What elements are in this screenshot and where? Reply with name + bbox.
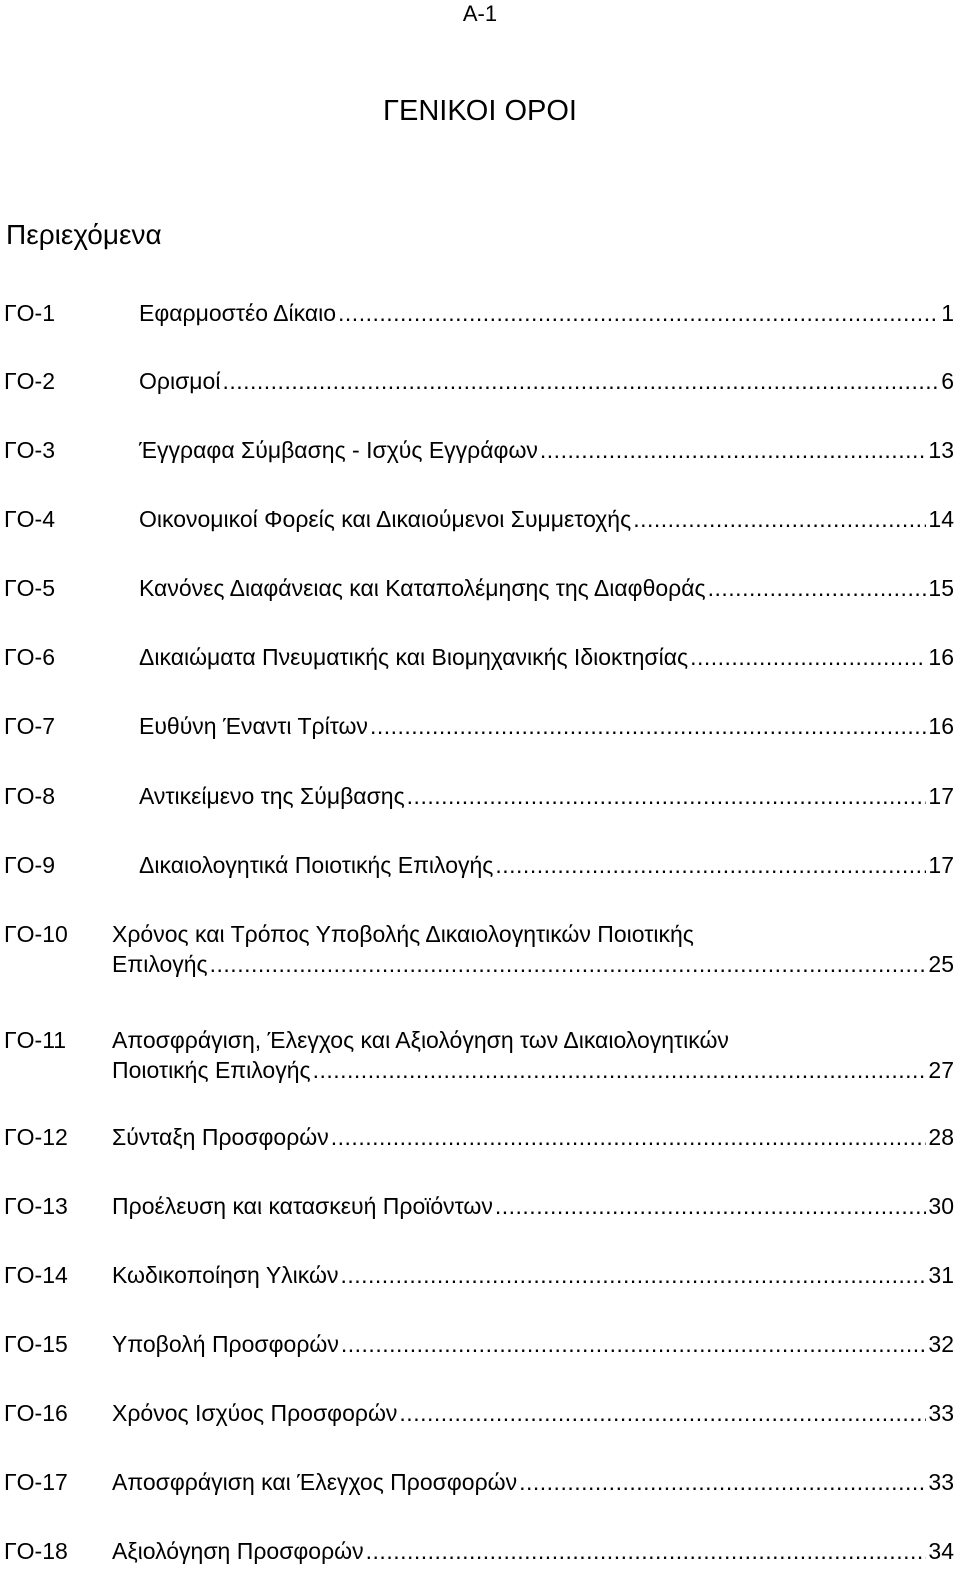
toc-entry-number: ΓΟ-6 <box>4 644 56 670</box>
toc-leader-dots <box>338 298 939 328</box>
toc-entry-title: Οικονομικοί Φορείς και Δικαιούμενοι Συμμετοχής <box>139 506 632 532</box>
toc-entry-page: 17 <box>928 852 954 878</box>
toc-leader-dots <box>331 1122 927 1152</box>
toc-leader-dots <box>370 711 926 741</box>
toc-entry-page: 1 <box>941 300 954 326</box>
toc-entry-page: 14 <box>928 506 954 532</box>
toc-entry-page: 13 <box>928 437 954 463</box>
toc-entry-page: 25 <box>928 951 954 977</box>
page-label: Α-1 <box>462 1 498 26</box>
toc-leader-dots <box>313 1055 927 1085</box>
toc-entry-title: Δικαιολογητικά Ποιοτικής Επιλογής <box>139 852 494 878</box>
toc-leader-dots <box>633 504 926 534</box>
toc-leader-dots <box>399 1398 926 1428</box>
toc-entry-title: Ορισμοί <box>139 368 221 394</box>
toc-entry-title: Κανόνες Διαφάνειας και Καταπολέμησης της Διαφθοράς <box>139 575 706 601</box>
toc-entry-page: 16 <box>928 644 954 670</box>
toc-entry-title: Προέλευση και κατασκευή Προϊόντων <box>112 1193 493 1219</box>
toc-entry-title: Δικαιώματα Πνευματικής και Βιομηχανικής Ιδιοκτησίας <box>139 644 689 670</box>
toc-entry-number: ΓΟ-12 <box>4 1124 68 1150</box>
toc-entry-number: ΓΟ-11 <box>4 1027 67 1053</box>
toc-entry-number: ΓΟ-17 <box>4 1469 68 1495</box>
toc-leader-dots <box>210 949 927 979</box>
toc-entry-title: Ευθύνη Έναντι Τρίτων <box>139 713 368 739</box>
toc-entry-title-line: Αποσφράγιση, Έλεγχος και Αξιολόγηση των Δικαιολογητικών <box>112 1027 729 1053</box>
toc-entry-title: Ποιοτικής Επιλογής <box>112 1057 311 1083</box>
toc-entry-number: ΓΟ-15 <box>4 1331 68 1357</box>
toc-entry-number: ΓΟ-1 <box>4 300 56 326</box>
toc-entry-title: Χρόνος Ισχύος Προσφορών <box>112 1400 398 1426</box>
toc-leader-dots <box>366 1536 927 1566</box>
toc-entry-page: 28 <box>928 1124 954 1150</box>
toc-leader-dots <box>495 1191 927 1221</box>
toc-entry-page: 6 <box>941 368 954 394</box>
toc-entry-title-line: Χρόνος και Τρόπος Υποβολής Δικαιολογητικών Ποιοτικής <box>112 921 694 947</box>
toc-entry-page: 34 <box>928 1538 954 1564</box>
toc-entry-number: ΓΟ-16 <box>4 1400 68 1426</box>
toc-entry-number: ΓΟ-18 <box>4 1538 68 1564</box>
toc-entry-number: ΓΟ-2 <box>4 368 56 394</box>
contents-heading: Περιεχόμενα <box>6 219 162 250</box>
toc-entry-title: Επιλογής <box>112 951 208 977</box>
toc-entry-number: ΓΟ-7 <box>4 713 56 739</box>
toc-leader-dots <box>690 642 926 672</box>
toc-entry-title: Αποσφράγιση και Έλεγχος Προσφορών <box>112 1469 518 1495</box>
toc-entry-page: 33 <box>928 1400 954 1426</box>
toc-entry-number: ΓΟ-13 <box>4 1193 68 1219</box>
toc-entry-title: Αξιολόγηση Προσφορών <box>112 1538 364 1564</box>
toc-entry-number: ΓΟ-9 <box>4 852 56 878</box>
toc-entry-number: ΓΟ-5 <box>4 575 56 601</box>
toc-entry-title: Εφαρμοστέο Δίκαιο <box>139 300 337 326</box>
toc-entry-title: Σύνταξη Προσφορών <box>112 1124 329 1150</box>
toc-leader-dots <box>340 1260 926 1290</box>
toc-entry-title: Κωδικοποίηση Υλικών <box>112 1262 339 1288</box>
toc-leader-dots <box>341 1329 927 1359</box>
toc-entry-title: Έγγραφα Σύμβασης - Ισχύς Εγγράφων <box>139 437 538 463</box>
toc-leader-dots <box>407 781 927 811</box>
toc-entry-page: 15 <box>928 575 954 601</box>
toc-leader-dots <box>519 1467 926 1497</box>
toc-entry-title: Υποβολή Προσφορών <box>112 1331 339 1357</box>
toc-entry-number: ΓΟ-8 <box>4 783 56 809</box>
toc-entry-number: ΓΟ-10 <box>4 921 68 947</box>
document-title: ΓΕΝΙΚΟΙ ΟΡΟΙ <box>383 95 577 127</box>
toc-leader-dots <box>222 366 939 396</box>
toc-entry-page: 33 <box>928 1469 954 1495</box>
toc-leader-dots <box>540 435 927 465</box>
toc-entry-page: 27 <box>928 1057 954 1083</box>
toc-entry-page: 30 <box>928 1193 954 1219</box>
toc-entry-number: ΓΟ-14 <box>4 1262 68 1288</box>
toc-leader-dots <box>495 850 926 880</box>
toc-entry-number: ΓΟ-3 <box>4 437 56 463</box>
toc-entry-page: 31 <box>928 1262 954 1288</box>
toc-entry-title: Αντικείμενο της Σύμβασης <box>139 783 405 809</box>
toc-entry-number: ΓΟ-4 <box>4 506 56 532</box>
toc-leader-dots <box>708 573 927 603</box>
toc-entry-page: 17 <box>928 783 954 809</box>
toc-entry-page: 32 <box>928 1331 954 1357</box>
toc-entry-page: 16 <box>928 713 954 739</box>
